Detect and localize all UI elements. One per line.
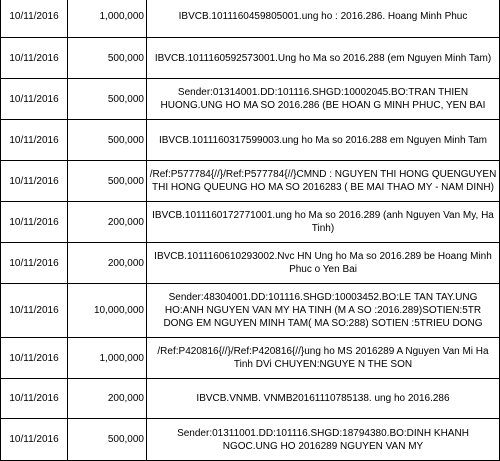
row-date: 10/11/2016 bbox=[1, 379, 68, 419]
row-date: 10/11/2016 bbox=[1, 338, 68, 379]
row-description: Sender:01311001.DD:101116.SHGD:18794380.BO:DINH KHANH NGOC.UNG HO 2016289 NGUYEN VAN MY bbox=[147, 419, 500, 461]
table-row bbox=[1, 161, 500, 202]
row-amount: 500,000 bbox=[68, 38, 147, 79]
row-date: 10/11/2016 bbox=[1, 0, 68, 38]
row-date: 10/11/2016 bbox=[1, 38, 68, 79]
row-amount: 500,000 bbox=[68, 161, 147, 202]
row-description: IBVCB.1011160610293002.Nvc HN Ung ho Ma so 2016.289 be Hoang Minh Phuc o Yen Bai bbox=[147, 243, 500, 284]
row-amount: 200,000 bbox=[68, 379, 147, 419]
row-amount: 1,000,000 bbox=[68, 338, 147, 379]
table-row bbox=[1, 419, 500, 461]
table-row bbox=[1, 79, 500, 120]
row-description: IBVCB.1011160459805001.ung ho : 2016.286. Hoang Minh Phuc bbox=[147, 0, 500, 38]
table-row bbox=[1, 120, 500, 161]
row-description: Sender:01314001.DD:101116.SHGD:10002045.BO:TRAN THIEN HUONG.UNG HO MA SO 2016.286 (BE HOAN G MINH PHUC, YEN BAI bbox=[147, 79, 500, 120]
row-amount: 200,000 bbox=[68, 202, 147, 243]
row-description: IBVCB.VNMB. VNMB20161110785138. ung ho 2016.286 bbox=[147, 379, 500, 419]
row-description: IBVCB.1011160592573001.Ung ho Ma so 2016.288 (em Nguyen Minh Tam) bbox=[147, 38, 500, 79]
table-row bbox=[1, 243, 500, 284]
row-date: 10/11/2016 bbox=[1, 284, 68, 338]
table-row bbox=[1, 284, 500, 338]
row-date: 10/11/2016 bbox=[1, 161, 68, 202]
row-amount: 10,000,000 bbox=[68, 284, 147, 338]
table-row bbox=[1, 338, 500, 379]
row-date: 10/11/2016 bbox=[1, 419, 68, 461]
table-row bbox=[1, 379, 500, 419]
row-amount: 500,000 bbox=[68, 419, 147, 461]
row-description: IBVCB.1011160172771001.ung ho Ma so 2016.289 (anh Nguyen Van My, Ha Tinh) bbox=[147, 202, 500, 243]
row-amount: 1,000,000 bbox=[68, 0, 147, 38]
table-row bbox=[1, 202, 500, 243]
row-date: 10/11/2016 bbox=[1, 202, 68, 243]
table-row bbox=[1, 38, 500, 79]
row-date: 10/11/2016 bbox=[1, 120, 68, 161]
row-description: /Ref:P420816{//}/Ref:P420816{//}ung ho MS 2016289 A Nguyen Van Mi Ha Tinh DVi CHUYEN:NGUYE N THE SON bbox=[147, 338, 500, 379]
row-description: Sender:48304001.DD:101116.SHGD:10003452.BO:LE TAN TAY.UNG HO:ANH NGUYEN VAN MY HA TINH (M A SO :2016.289)SOTIEN:5TR DONG EM NGUYEN MINH TAM( MA SO:288) SOTIEN :5TRIEU DONG bbox=[147, 284, 500, 338]
row-amount: 500,000 bbox=[68, 79, 147, 120]
row-description: /Ref:P577784{//}/Ref:P577784{//}CMND : NGUYEN THI HONG QUENGUYEN THI HONG QUEUNG HO MA SO 2016283 ( BE MAI THAO MY - NAM DINH) bbox=[147, 161, 500, 202]
row-date: 10/11/2016 bbox=[1, 243, 68, 284]
row-amount: 500,000 bbox=[68, 120, 147, 161]
row-amount: 200,000 bbox=[68, 243, 147, 284]
row-date: 10/11/2016 bbox=[1, 79, 68, 120]
row-description: IBVCB.1011160317599003.ung ho Ma so 2016.288 em Nguyen Minh Tam bbox=[147, 120, 500, 161]
table-row bbox=[1, 0, 500, 38]
